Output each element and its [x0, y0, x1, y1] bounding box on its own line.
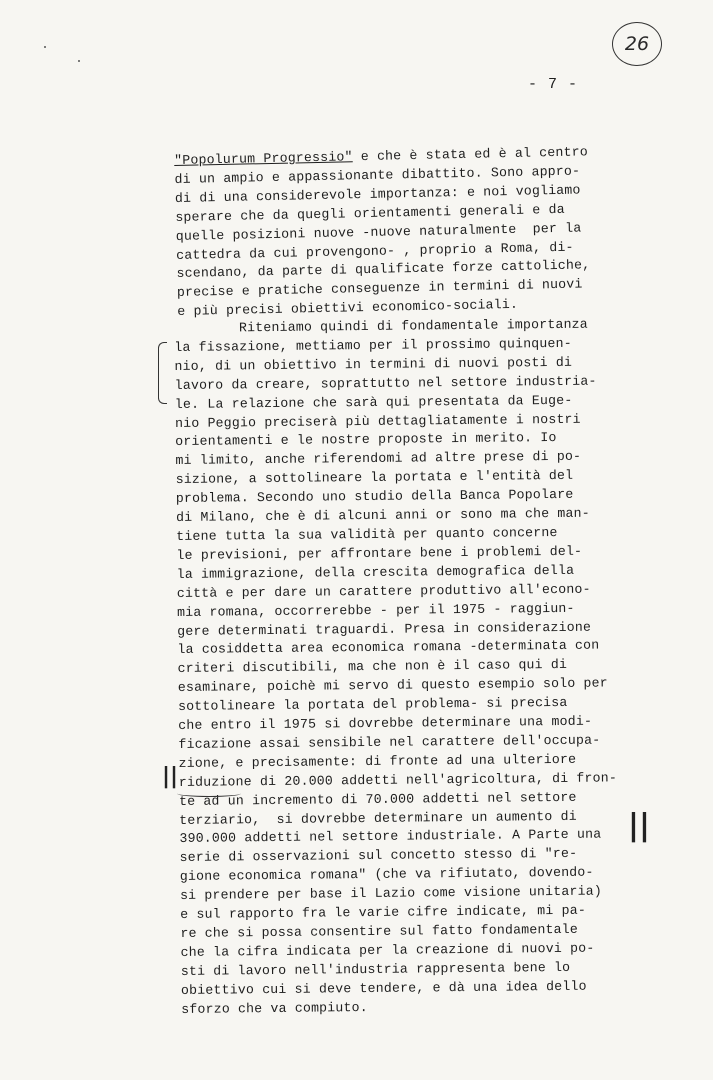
text-line: mia romana, occorrerebbe - per il 1975 - raggiun- — [176, 600, 575, 620]
handwritten-underline — [177, 790, 241, 797]
text-line: e sul rapporto fra le varie cifre indicate, mi pa- — [180, 902, 586, 923]
text-line: obiettivo cui si deve tendere, e dà una idea dello — [180, 978, 587, 998]
text-line: che la cifra indicata per la creazione di nuovi po- — [180, 940, 595, 960]
text-line: zione, e precisamente: di fronte ad una ulteriore — [178, 751, 577, 771]
text-line: sottolineare la portata del problema- si precisa — [177, 695, 568, 715]
text-line: cattedra da cui provengono- , proprio a Roma, di- — [176, 239, 574, 263]
text-line: precise e pratiche conseguenze in termini di nuovi — [176, 276, 583, 301]
text-line: "Popolurum Progressio" e che è stata ed è al centro — [174, 144, 589, 168]
text-line: mi limito, anche riferendomi ad altre prese di po- — [175, 449, 582, 469]
text-line: di un ampio e appassionante dibattito. Sono appro- — [174, 163, 581, 187]
text-line: sperare che da quegli orientamenti generali e da — [175, 201, 565, 225]
text-line: lavoro da creare, soprattutto nel settore industria- — [174, 373, 597, 393]
page-stamp — [612, 22, 662, 66]
text-line: la fissazione, mettiamo per il prossimo quinquen- — [174, 335, 572, 355]
text-line: di Milano, che è di alcuni anni or sono ma che man- — [175, 505, 590, 526]
text-line: scendano, da parte di qualificate forze cattoliche, — [176, 257, 591, 282]
margin-mark-right: || — [628, 808, 650, 843]
text-line: che entro il 1975 si dovrebbe determinare una modi- — [178, 713, 593, 734]
text-line: orientamenti e le nostre proposte in merito. Io — [175, 430, 557, 450]
text-line: Riteniamo quindi di fondamentale importanza — [174, 316, 588, 336]
text-line: criteri discutibili, ma che non è il caso qui di — [177, 657, 568, 677]
text-line: esaminare, poichè mi servo di questo esempio solo per — [177, 675, 608, 696]
text-line: gione economica romana" (che va rifiutato, dovendo- — [179, 864, 594, 885]
underlined-title: "Popolurum Progressio" — [174, 149, 353, 168]
speck — [78, 60, 80, 62]
text-line: quelle posizioni nuove -nuove naturalmente per la — [175, 220, 582, 244]
text-line: terziario, si dovrebbe determinare un aumento di — [179, 808, 577, 828]
text-line: gere determinati traguardi. Presa in considerazione — [177, 619, 592, 639]
text-line: sforzo che va compiuto. — [181, 999, 368, 1017]
text-line: e più precisi obiettivi economico-sociali. — [177, 297, 519, 320]
text-line: te ad un incremento di 70.000 addetti nel settore — [178, 789, 577, 809]
page-number: - 7 - — [528, 76, 579, 93]
text-line: di di una considerevole importanza: e noi vogliamo — [174, 182, 581, 206]
stamp-number: 26 — [624, 33, 650, 55]
text-line: le. La relazione che sarà qui presentata da Euge- — [174, 392, 573, 412]
text-line: riduzione di 20.000 addetti nell'agricoltura, di fron- — [178, 770, 618, 790]
text-line: ficazione assai sensibile nel carattere dell'occupa- — [178, 732, 601, 752]
text-line: la immigrazione, della crescita demografica della — [176, 562, 575, 582]
text-line: città e per dare un carattere produttivo all'econo- — [176, 581, 591, 601]
speck — [44, 46, 46, 48]
text-line: problema. Secondo uno studio della Banca Popolare — [175, 486, 574, 507]
margin-bracket — [158, 342, 167, 404]
margin-mark-left: || — [162, 764, 179, 789]
text-line: le previsioni, per affrontare bene i problemi del- — [176, 543, 583, 563]
text-line: re che si possa consentire sul fatto fondamentale — [180, 921, 579, 941]
text-line: sti di lavoro nell'industria rappresenta bene lo — [180, 959, 571, 979]
text-line: serie di osservazioni sul concetto stesso di "re- — [179, 846, 578, 866]
text-line: tiene tutta la sua validità per quanto concerne — [176, 524, 558, 544]
text-line: si prendere per base il Lazio come visione unitaria) — [179, 883, 603, 904]
text-line: nio, di un obiettivo in termini di nuovi posti di — [174, 354, 573, 374]
paragraph-1 — [174, 142, 647, 322]
text-line: 390.000 addetti nel settore industriale. A Parte una — [179, 827, 602, 847]
text-line: nio Peggio preciserà più dettagliatamente i nostri — [175, 411, 581, 431]
text-line: la cosiddetta area economica romana -determinata con — [177, 637, 600, 658]
paragraph-2 — [174, 315, 651, 1019]
text-line: sizione, a sottolineare la portata e l'entità del — [175, 468, 574, 488]
